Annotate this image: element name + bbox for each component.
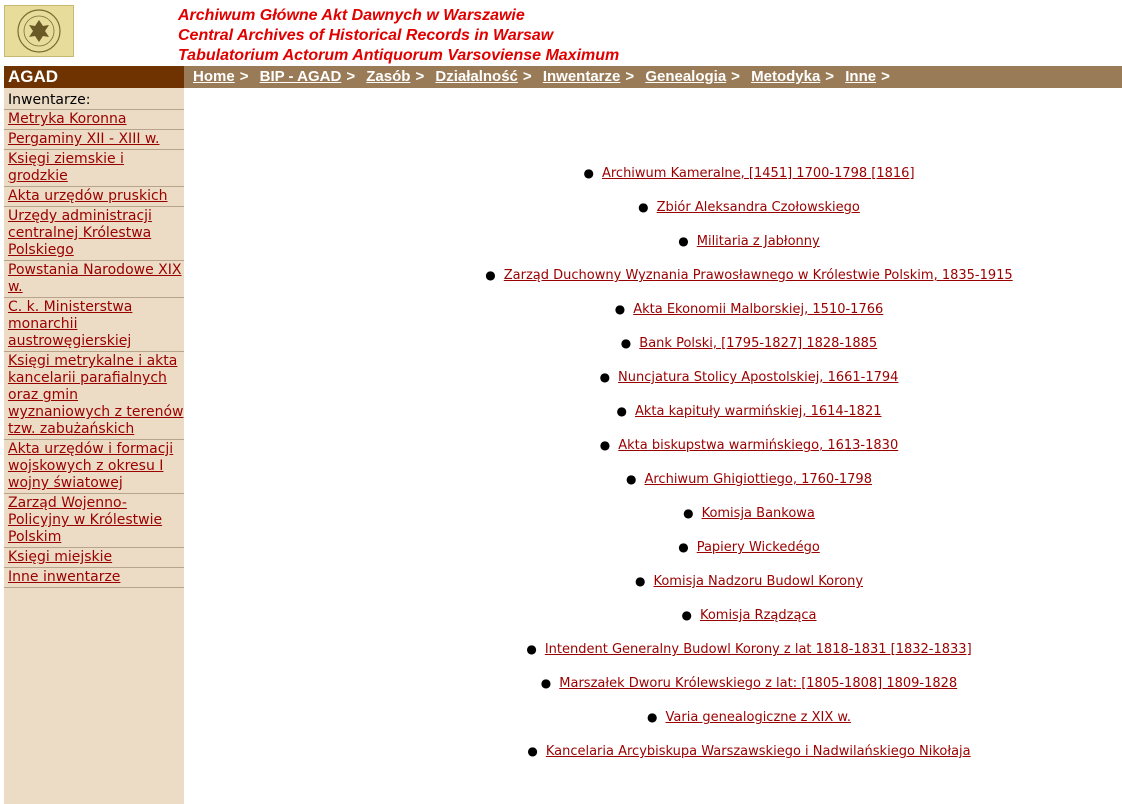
main-content (184, 88, 1122, 804)
sidebar-item-ksiegi-metrykalne (4, 352, 184, 440)
inventory-link[interactable]: Komisja Rządząca (699, 608, 817, 623)
inventory-link[interactable]: Bank Polski, [1795-1827] 1828-1885 (639, 336, 878, 351)
list-item (184, 708, 1122, 742)
bullet-icon: ● (527, 744, 538, 758)
bullet-icon: ● (626, 472, 637, 486)
inventory-link[interactable]: Kancelaria Arcybiskupa Warszawskiego i Nadwilańskiego Nikołaja (545, 744, 971, 759)
list-item (184, 674, 1122, 708)
nav-separator: > (522, 68, 532, 85)
list-item (184, 572, 1122, 606)
sidebar-item-urzedy-administracji (4, 207, 184, 261)
bullet-icon: ● (583, 166, 594, 180)
bullet-icon: ● (678, 540, 689, 554)
list-item (184, 334, 1122, 368)
sidebar-link[interactable]: Urzędy administracji centralnej Królestwa Polskiego (8, 208, 152, 258)
list-item (184, 300, 1122, 334)
sidebar-link[interactable]: Inne inwentarze (8, 569, 121, 585)
sidebar-link[interactable]: Księgi miejskie (8, 549, 113, 565)
sidebar-link[interactable]: C. k. Ministerstwa monarchii austrowęgierskiej (8, 299, 133, 349)
list-item (184, 266, 1122, 300)
sidebar-link[interactable]: Księgi metrykalne i akta kancelarii parafialnych oraz gmin wyznaniowych z terenów tzw. zabużańskich (8, 353, 184, 437)
inventory-link[interactable]: Zarząd Duchowny Wyznania Prawosławnego w Królestwie Polskim, 1835-1915 (503, 268, 1013, 283)
sidebar-item-ksiegi-ziemskie (4, 150, 184, 187)
sidebar-heading: AGAD (4, 66, 184, 88)
inventory-link[interactable]: Varia genealogiczne z XIX w. (665, 710, 851, 725)
list-item (184, 538, 1122, 572)
inventory-link[interactable]: Akta biskupstwa warmińskiego, 1613-1830 (618, 438, 899, 453)
inventory-link[interactable]: Akta kapituły warmińskiej, 1614-1821 (635, 404, 882, 419)
sidebar-label: Inwentarze: (4, 88, 184, 110)
bullet-icon: ● (683, 506, 694, 520)
breadcrumb-nav (184, 66, 1122, 88)
inventory-list (184, 164, 1122, 776)
list-item (184, 436, 1122, 470)
list-item (184, 742, 1122, 776)
nav-zasob[interactable]: Zasób (366, 68, 411, 85)
inventory-link[interactable]: Papiery Wickedégo (696, 540, 820, 555)
archive-seal-icon[interactable] (4, 5, 74, 57)
nav-bip-agad[interactable]: BIP - AGAD (259, 68, 342, 85)
inventory-link[interactable]: Archiwum Kameralne, [1451] 1700-1798 [1816] (601, 166, 915, 181)
sidebar-item-powstania (4, 261, 184, 298)
sidebar-item-akta-pruskie (4, 187, 184, 207)
sidebar (4, 66, 184, 804)
nav-separator: > (731, 68, 740, 85)
bullet-icon: ● (647, 710, 658, 724)
list-item (184, 232, 1122, 266)
nav-metodyka[interactable]: Metodyka (751, 68, 821, 85)
inventory-link[interactable]: Archiwum Ghigiottiego, 1760-1798 (644, 472, 872, 487)
inventory-link[interactable]: Akta Ekonomii Malborskiej, 1510-1766 (633, 302, 884, 317)
inventory-link[interactable]: Intendent Generalny Budowl Korony z lat 1818-1831 [1832-1833] (544, 642, 972, 657)
list-item (184, 640, 1122, 674)
inventory-link[interactable]: Komisja Nadzoru Budowl Korony (653, 574, 864, 589)
sidebar-link[interactable]: Księgi ziemskie i grodzkie (8, 151, 124, 184)
bullet-icon: ● (485, 268, 496, 282)
sidebar-link[interactable]: Pergaminy XII - XIII w. (8, 131, 160, 147)
list-item (184, 164, 1122, 198)
bullet-icon: ● (634, 574, 646, 588)
list-item (184, 606, 1122, 640)
bullet-icon: ● (678, 234, 689, 248)
title-polish: Archiwum Główne Akt Dawnych w Warszawie (178, 7, 525, 24)
sidebar-item-inne-inwentarze (4, 568, 184, 588)
sidebar-link[interactable]: Zarząd Wojenno-Policyjny w Królestwie Polskim (8, 495, 163, 545)
bullet-icon: ● (638, 200, 649, 214)
nav-separator: > (625, 68, 635, 85)
bullet-icon: ● (616, 404, 627, 418)
nav-inne[interactable]: Inne (845, 68, 877, 85)
bullet-icon: ● (620, 336, 632, 350)
sidebar-link[interactable]: Akta urzędów i formacji wojskowych z okresu I wojny światowej (8, 441, 174, 491)
nav-home[interactable]: Home (193, 68, 235, 85)
sidebar-link[interactable]: Powstania Narodowe XIX w. (8, 262, 182, 295)
nav-separator: > (881, 68, 890, 85)
sidebar-item-ksiegi-miejskie (4, 548, 184, 568)
nav-separator: > (346, 68, 356, 85)
title-latin: Tabulatorium Actorum Antiquorum Varsoviense Maximum (178, 47, 620, 64)
nav-inwentarze[interactable]: Inwentarze (542, 68, 621, 85)
bullet-icon: ● (526, 642, 537, 656)
sidebar-item-pergaminy (4, 130, 184, 150)
bullet-icon: ● (681, 608, 692, 622)
bullet-icon: ● (599, 370, 611, 384)
title-english: Central Archives of Historical Records in Warsaw (178, 27, 554, 44)
sidebar-item-akta-wojskowe (4, 440, 184, 494)
list-item (184, 368, 1122, 402)
sidebar-link[interactable]: Akta urzędów pruskich (8, 188, 168, 204)
inventory-link[interactable]: Komisja Bankowa (701, 506, 815, 521)
inventory-link[interactable]: Zbiór Aleksandra Czołowskiego (656, 200, 860, 215)
sidebar-item-ck-ministerstwa (4, 298, 184, 352)
sidebar-link[interactable]: Metryka Koronna (8, 111, 127, 127)
list-item (184, 198, 1122, 232)
inventory-link[interactable]: Militaria z Jabłonny (696, 234, 820, 249)
header (0, 0, 1122, 66)
site-titles (178, 6, 619, 66)
nav-genealogia[interactable]: Genealogia (645, 68, 727, 85)
bullet-icon: ● (540, 676, 552, 690)
bullet-icon: ● (614, 302, 626, 316)
nav-separator: > (415, 68, 425, 85)
list-item (184, 504, 1122, 538)
list-item (184, 402, 1122, 436)
sidebar-item-metryka-koronna (4, 110, 184, 130)
inventory-link[interactable]: Nuncjatura Stolicy Apostolskiej, 1661-1794 (618, 370, 899, 385)
nav-dzialalnosc[interactable]: Działalność (435, 68, 518, 85)
sidebar-item-zarzad-wojenno (4, 494, 184, 548)
nav-separator: > (239, 68, 249, 85)
list-item (184, 470, 1122, 504)
bullet-icon: ● (599, 438, 611, 452)
inventory-link[interactable]: Marszałek Dworu Królewskiego z lat: [1805-1808] 1809-1828 (559, 676, 958, 691)
nav-separator: > (825, 68, 835, 85)
